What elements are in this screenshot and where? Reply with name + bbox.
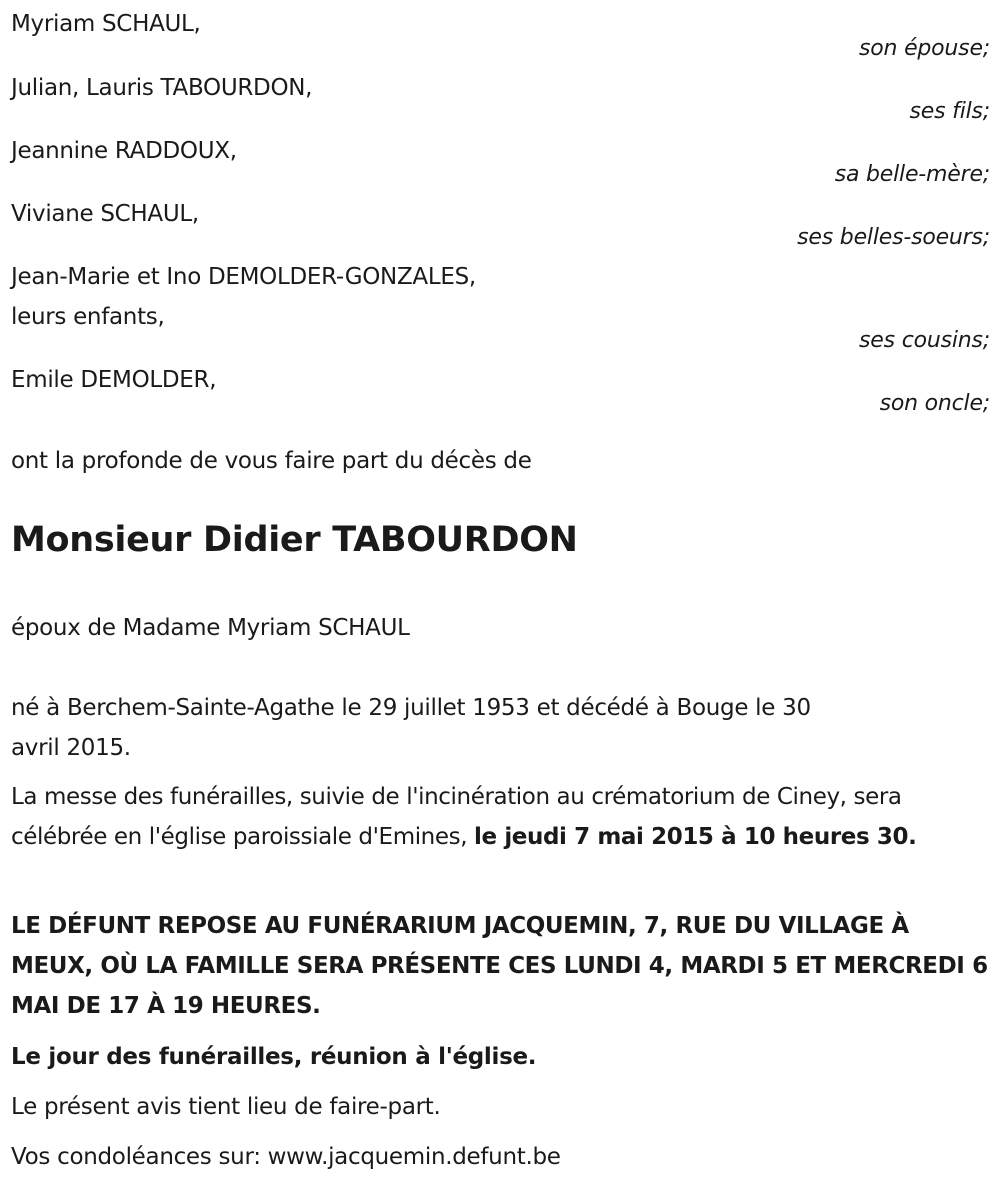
birth-death-line: né à Berchem-Sainte-Agathe le 29 juillet 1953 et décédé à Bouge le 30	[11, 695, 811, 721]
family-member-name-continued: leurs enfants,	[11, 304, 165, 330]
funeral-mass-paragraph	[11, 777, 990, 857]
condolences-text: Vos condoléances sur: www.jacquemin.defunt.be	[11, 1144, 561, 1170]
family-relation: son épouse;	[859, 36, 990, 61]
funeral-mass-date: le jeudi 7 mai 2015 à 10 heures 30.	[474, 824, 917, 850]
family-member-name: Jean-Marie et Ino DEMOLDER-GONZALES,	[11, 264, 476, 290]
spouse-line: époux de Madame Myriam SCHAUL	[11, 615, 410, 641]
notice-text: Le présent avis tient lieu de faire-part.	[11, 1094, 441, 1120]
family-relation: ses cousins;	[859, 328, 990, 353]
family-member-name: Julian, Lauris TABOURDON,	[11, 75, 313, 101]
family-member-name: Jeannine RADDOUX,	[11, 138, 237, 164]
family-relation: son oncle;	[879, 391, 990, 416]
birth-death-line-continued: avril 2015.	[11, 735, 131, 761]
family-relation: sa belle-mère;	[834, 162, 990, 187]
family-relation: ses fils;	[909, 99, 990, 124]
announcement-text: ont la profonde de vous faire part du décès de	[11, 448, 532, 474]
family-member-name: Myriam SCHAUL,	[11, 11, 201, 37]
family-relation: ses belles-soeurs;	[797, 225, 990, 250]
meeting-text: Le jour des funérailles, réunion à l'église.	[11, 1044, 537, 1070]
funeral-mass-text: La messe des funérailles, suivie de l'incinération au crématorium de Ciney, sera célébrée en l'église paroissiale d'Emines,	[11, 784, 902, 850]
funerarium-paragraph: LE DÉFUNT REPOSE AU FUNÉRARIUM JACQUEMIN, 7, RUE DU VILLAGE À MEUX, OÙ LA FAMILLE SERA PRÉSENTE CES LUNDI 4, MARDI 5 ET MERCREDI 6 MAI DE 17 À 19 HEURES.	[11, 913, 988, 1019]
deceased-name: Monsieur Didier TABOURDON	[11, 520, 578, 560]
family-member-name: Viviane SCHAUL,	[11, 201, 199, 227]
family-member-name: Emile DEMOLDER,	[11, 367, 217, 393]
